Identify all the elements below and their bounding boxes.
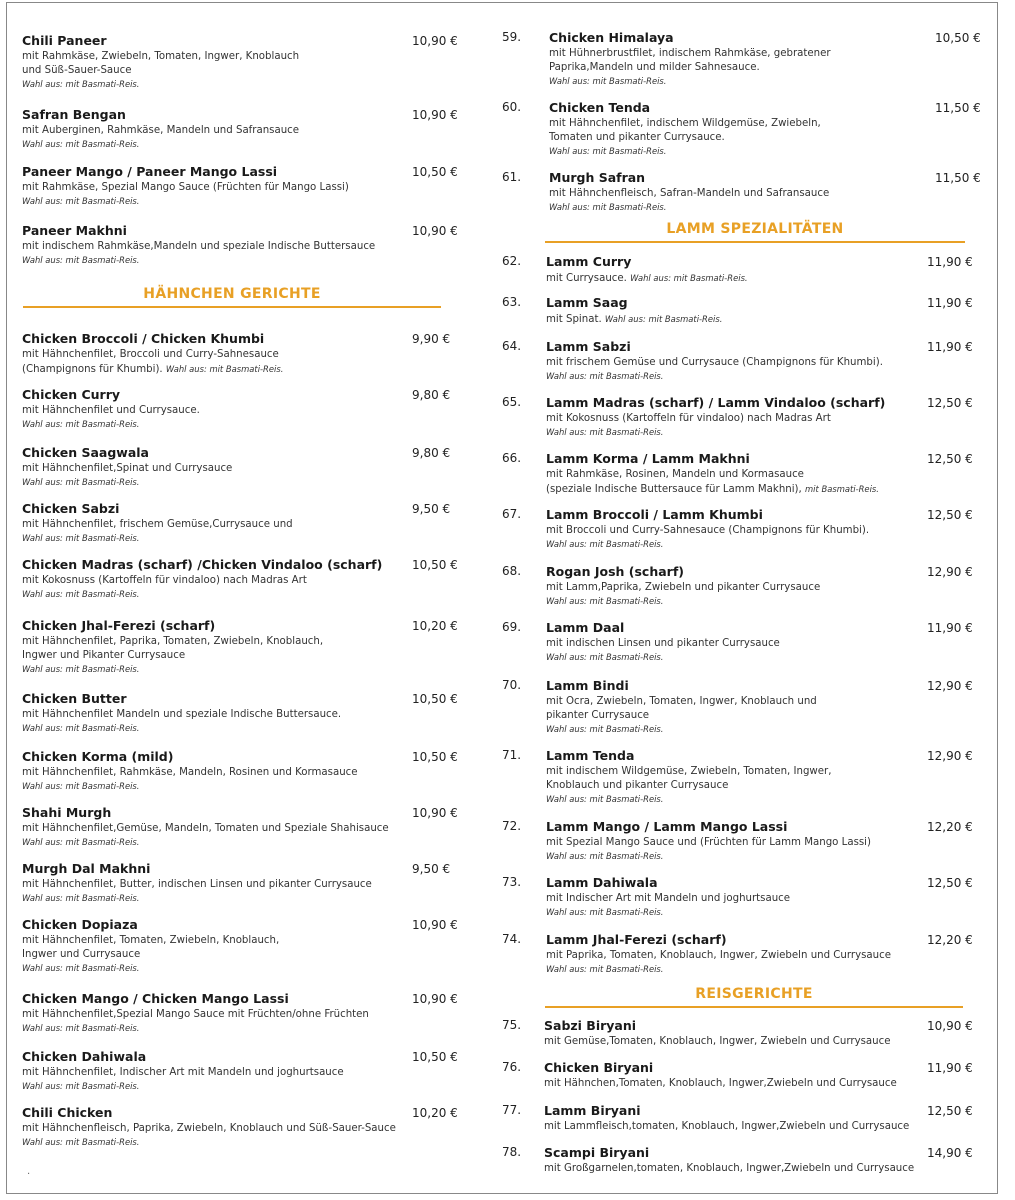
item-number: 59.: [502, 30, 522, 44]
item-name: Lamm Madras (scharf) / Lamm Vindaloo (scharf): [546, 395, 886, 410]
item-price: 10,50 €: [412, 558, 458, 572]
rice-option: Wahl aus: mit Basmati-Reis.: [549, 146, 667, 156]
rice-option: Wahl aus: mit Basmati-Reis.: [546, 851, 664, 861]
item-name: Lamm Jhal-Ferezi (scharf): [546, 932, 727, 947]
item-price: 10,50 €: [412, 165, 458, 179]
item-description: [546, 765, 921, 793]
item-name: Chicken Curry: [22, 387, 121, 402]
menu-item: [22, 1049, 422, 1092]
item-number: 62.: [502, 254, 522, 268]
menu-item: [546, 339, 921, 382]
item-description: [22, 181, 412, 195]
item-name: Lamm Bindi: [546, 678, 629, 693]
menu-item: [544, 1018, 944, 1049]
item-price: 10,50 €: [412, 1050, 458, 1064]
item-price: 10,50 €: [412, 692, 458, 706]
description-line: mit frischem Gemüse und Currysauce (Champignons für Khumbi).: [546, 357, 883, 368]
description-line: mit Kokosnuss (Kartoffeln für vindaloo) nach Madras Art: [546, 413, 831, 424]
item-price: 10,90 €: [412, 918, 458, 932]
description-line: mit Hähnchenfilet,Spezial Mango Sauce mit Früchten/ohne Früchten: [22, 1009, 369, 1020]
rice-option: Wahl aus: mit Basmati-Reis.: [22, 1137, 140, 1147]
item-name: Lamm Daal: [546, 620, 625, 635]
menu-item: [546, 564, 921, 607]
rice-option: Wahl aus: mit Basmati-Reis.: [546, 652, 664, 662]
item-description: [22, 240, 412, 254]
item-name: Sabzi Biryani: [544, 1018, 637, 1033]
menu-item: [549, 100, 929, 157]
item-description: [546, 312, 921, 327]
item-price: 12,20 €: [927, 820, 973, 834]
menu-item: [22, 387, 422, 430]
item-price: 12,50 €: [927, 452, 973, 466]
description-line: Tomaten und pikanter Currysauce.: [549, 132, 725, 143]
item-price: 10,90 €: [412, 108, 458, 122]
item-description: [22, 766, 422, 780]
menu-item: [546, 451, 921, 497]
item-description: [544, 1035, 944, 1049]
menu-item: [546, 295, 921, 327]
item-name: Chili Paneer: [22, 33, 107, 48]
description-line: Ingwer und Currysauce: [22, 949, 141, 960]
rice-option: Wahl aus: mit Basmati-Reis.: [546, 724, 664, 734]
description-line: mit Rahmkäse, Zwiebeln, Tomaten, Ingwer, Knoblauch: [22, 51, 300, 62]
menu-item: [22, 749, 422, 792]
item-name: Chili Chicken: [22, 1105, 113, 1120]
rice-option: Wahl aus: mit Basmati-Reis.: [22, 1081, 140, 1091]
item-name: Safran Bengan: [22, 107, 126, 122]
description-line: mit Hühnerbrustfilet, indischem Rahmkäse, gebratener: [549, 48, 831, 59]
menu-item: [546, 748, 921, 805]
item-number: 78.: [502, 1145, 522, 1159]
item-name: Chicken Biryani: [544, 1060, 654, 1075]
rice-option: mit Basmati-Reis.: [805, 484, 879, 494]
rice-option: Wahl aus: mit Basmati-Reis.: [22, 893, 140, 903]
item-name: Chicken Tenda: [549, 100, 651, 115]
item-price: 12,50 €: [927, 508, 973, 522]
item-description: [22, 124, 412, 138]
item-price: 10,90 €: [927, 1019, 973, 1033]
item-description: [22, 1066, 422, 1080]
description-line: mit Hähnchenfilet Mandeln und speziale Indische Buttersauce.: [22, 709, 342, 720]
item-price: 10,90 €: [412, 806, 458, 820]
description-line: Ingwer und Pikanter Currysauce: [22, 650, 186, 661]
menu-item: [22, 331, 422, 377]
item-price: 10,20 €: [412, 1106, 458, 1120]
item-description: [546, 271, 921, 286]
description-line: [546, 312, 921, 327]
item-name: Chicken Mango / Chicken Mango Lassi: [22, 991, 289, 1006]
description-line: mit indischem Rahmkäse,Mandeln und speziale Indische Buttersauce: [22, 241, 376, 252]
item-name: Scampi Biryani: [544, 1145, 650, 1160]
item-number: 76.: [502, 1060, 522, 1074]
item-name: Lamm Mango / Lamm Mango Lassi: [546, 819, 788, 834]
item-description: [22, 518, 422, 532]
rice-option: Wahl aus: mit Basmati-Reis.: [22, 196, 140, 206]
item-number: 61.: [502, 170, 522, 184]
item-price: 9,80 €: [412, 446, 451, 460]
menu-item: [22, 991, 422, 1034]
rice-option: Wahl aus: mit Basmati-Reis.: [546, 596, 664, 606]
rice-option: Wahl aus: mit Basmati-Reis.: [22, 723, 140, 733]
rice-option: Wahl aus: mit Basmati-Reis.: [549, 202, 667, 212]
rice-option: Wahl aus: mit Basmati-Reis.: [22, 255, 140, 265]
item-description: [22, 635, 422, 663]
item-description: [22, 1122, 422, 1136]
description-line: mit Hähnchenfilet,Spinat und Currysauce: [22, 463, 233, 474]
item-price: 9,90 €: [412, 332, 451, 346]
rice-option: Wahl aus: mit Basmati-Reis.: [22, 419, 140, 429]
description-line: Knoblauch und pikanter Currysauce: [546, 780, 729, 791]
footer-dot: .: [27, 1166, 31, 1177]
description-line: Paprika,Mandeln und milder Sahnesauce.: [549, 62, 760, 73]
item-number: 68.: [502, 564, 522, 578]
item-description: [546, 356, 921, 370]
description-line: mit Hähnchenfilet, frischem Gemüse,Currysauce und: [22, 519, 293, 530]
description-line: mit Hähnchenfilet und Currysauce.: [22, 405, 200, 416]
item-description: [546, 468, 921, 497]
rice-option: Wahl aus: mit Basmati-Reis.: [546, 907, 664, 917]
item-description: [549, 187, 929, 201]
rice-option: Wahl aus: mit Basmati-Reis.: [604, 314, 723, 324]
item-name: Paneer Makhni: [22, 223, 127, 238]
menu-item: [22, 861, 422, 904]
item-description: [22, 462, 422, 476]
rice-option: Wahl aus: mit Basmati-Reis.: [546, 794, 664, 804]
item-name: Lamm Curry: [546, 254, 632, 269]
description-line: mit Spezial Mango Sauce und (Früchten für Lamm Mango Lassi): [546, 837, 871, 848]
item-name: Shahi Murgh: [22, 805, 112, 820]
description-line: mit Hähnchenfleisch, Safran-Mandeln und Safransauce: [549, 188, 830, 199]
item-number: 64.: [502, 339, 522, 353]
item-price: 10,20 €: [412, 619, 458, 633]
menu-item: [549, 30, 929, 87]
section-divider: [545, 241, 965, 243]
item-name: Lamm Saag: [546, 295, 628, 310]
menu-item: [22, 445, 422, 488]
menu-item: [549, 170, 929, 213]
description-text: (Champignons für Khumbi).: [22, 364, 166, 375]
item-number: 65.: [502, 395, 522, 409]
item-price: 10,90 €: [412, 34, 458, 48]
description-line: mit Rahmkäse, Rosinen, Mandeln und Kormasauce: [546, 469, 804, 480]
item-price: 11,90 €: [927, 296, 973, 310]
rice-option: Wahl aus: mit Basmati-Reis.: [22, 533, 140, 543]
menu-item: [22, 501, 422, 544]
item-name: Lamm Biryani: [544, 1103, 641, 1118]
section-divider: [545, 1006, 963, 1008]
item-description: [22, 574, 422, 588]
description-line: mit Hähnchenfilet, indischem Wildgemüse, Zwiebeln,: [549, 118, 821, 129]
item-number: 73.: [502, 875, 522, 889]
item-name: Chicken Dahiwala: [22, 1049, 147, 1064]
item-price: 14,90 €: [927, 1146, 973, 1160]
description-line: mit Hähnchenfilet, Indischer Art mit Mandeln und joghurtsauce: [22, 1067, 344, 1078]
description-line: mit Hähnchenfilet,Gemüse, Mandeln, Tomaten und Speziale Shahisauce: [22, 823, 389, 834]
item-number: 74.: [502, 932, 522, 946]
item-price: 10,50 €: [935, 31, 981, 45]
item-price: 12,50 €: [927, 1104, 973, 1118]
item-description: [546, 695, 921, 723]
description-line: [22, 362, 422, 377]
item-name: Chicken Broccoli / Chicken Khumbi: [22, 331, 265, 346]
rice-option: Wahl aus: mit Basmati-Reis.: [22, 664, 140, 674]
item-description: [22, 404, 422, 418]
menu-item: [22, 691, 422, 734]
description-line: mit Ocra, Zwiebeln, Tomaten, Ingwer, Knoblauch und: [546, 696, 817, 707]
menu-item: [546, 507, 921, 550]
menu-item: [546, 932, 921, 975]
menu-page: [6, 2, 998, 1194]
rice-option: Wahl aus: mit Basmati-Reis.: [22, 781, 140, 791]
item-description: [544, 1162, 944, 1176]
item-price: 9,50 €: [412, 502, 451, 516]
description-line: mit Lamm,Paprika, Zwiebeln und pikanter Currysauce: [546, 582, 821, 593]
menu-item: [546, 620, 921, 663]
description-line: mit Hähnchenfilet, Rahmkäse, Mandeln, Rosinen und Kormasauce: [22, 767, 358, 778]
menu-item: [546, 254, 921, 286]
item-description: [22, 934, 422, 962]
item-description: [549, 117, 929, 145]
item-description: [544, 1120, 944, 1134]
item-price: 9,80 €: [412, 388, 451, 402]
menu-item: [22, 223, 412, 266]
item-description: [549, 47, 929, 75]
description-line: mit Rahmkäse, Spezial Mango Sauce (Früchten für Mango Lassi): [22, 182, 349, 193]
item-description: [544, 1077, 944, 1091]
item-price: 12,90 €: [927, 565, 973, 579]
item-price: 11,90 €: [927, 1061, 973, 1075]
description-line: mit Lammfleisch,tomaten, Knoblauch, Ingwer,Zwiebeln und Currysauce: [544, 1121, 910, 1132]
item-number: 77.: [502, 1103, 522, 1117]
description-line: mit Hähnchenfilet, Broccoli und Curry-Sahnesauce: [22, 349, 279, 360]
description-line: pikanter Currysauce: [546, 710, 650, 721]
menu-item: [22, 164, 412, 207]
item-number: 60.: [502, 100, 522, 114]
rice-option: Wahl aus: mit Basmati-Reis.: [22, 139, 140, 149]
item-price: 11,90 €: [927, 340, 973, 354]
item-number: 75.: [502, 1018, 522, 1032]
rice-option: Wahl aus: mit Basmati-Reis.: [22, 963, 140, 973]
description-line: [546, 482, 921, 497]
item-number: 69.: [502, 620, 522, 634]
item-description: [546, 524, 921, 538]
item-number: 71.: [502, 748, 522, 762]
item-description: [546, 637, 921, 651]
description-line: mit Hähnchenfleisch, Paprika, Zwiebeln, Knoblauch und Süß-Sauer-Sauce: [22, 1123, 396, 1134]
rice-option: Wahl aus: mit Basmati-Reis.: [630, 273, 748, 283]
item-price: 12,90 €: [927, 749, 973, 763]
item-price: 10,90 €: [412, 992, 458, 1006]
rice-option: Wahl aus: mit Basmati-Reis.: [22, 477, 140, 487]
description-line: mit Hähnchenfilet, Paprika, Tomaten, Zwiebeln, Knoblauch,: [22, 636, 324, 647]
menu-item: [22, 33, 412, 90]
menu-item: [544, 1060, 944, 1091]
description-line: mit indischem Wildgemüse, Zwiebeln, Tomaten, Ingwer,: [546, 766, 832, 777]
rice-option: Wahl aus: mit Basmati-Reis.: [546, 539, 664, 549]
rice-option: Wahl aus: mit Basmati-Reis.: [549, 76, 667, 86]
description-line: und Süß-Sauer-Sauce: [22, 65, 132, 76]
item-name: Lamm Sabzi: [546, 339, 631, 354]
description-text: mit Currysauce.: [546, 273, 631, 284]
menu-item: [22, 1105, 422, 1148]
description-line: mit Kokosnuss (Kartoffeln für vindaloo) nach Madras Art: [22, 575, 307, 586]
description-line: mit Hähnchen,Tomaten, Knoblauch, Ingwer,Zwiebeln und Currysauce: [544, 1078, 897, 1089]
item-description: [546, 949, 921, 963]
item-name: Rogan Josh (scharf): [546, 564, 684, 579]
item-number: 70.: [502, 678, 522, 692]
item-description: [22, 708, 422, 722]
description-line: mit Paprika, Tomaten, Knoblauch, Ingwer, Zwiebeln und Currysauce: [546, 950, 891, 961]
item-price: 12,20 €: [927, 933, 973, 947]
section-title-lamm: LAMM SPEZIALITÄTEN: [666, 221, 844, 237]
section-title-reis: REISGERICHTE: [695, 986, 813, 1002]
menu-item: [544, 1145, 944, 1176]
item-description: [546, 581, 921, 595]
description-line: mit Gemüse,Tomaten, Knoblauch, Ingwer, Zwiebeln und Currysauce: [544, 1036, 891, 1047]
item-name: Chicken Dopiaza: [22, 917, 138, 932]
rice-option: Wahl aus: mit Basmati-Reis.: [22, 1023, 140, 1033]
item-price: 11,90 €: [927, 255, 973, 269]
description-line: [546, 271, 921, 286]
item-description: [22, 822, 422, 836]
description-line: mit Indischer Art mit Mandeln und joghurtsauce: [546, 893, 791, 904]
rice-option: Wahl aus: mit Basmati-Reis.: [22, 589, 140, 599]
description-line: mit Hähnchenfilet, Tomaten, Zwiebeln, Knoblauch,: [22, 935, 280, 946]
item-price: 10,90 €: [412, 224, 458, 238]
item-name: Lamm Broccoli / Lamm Khumbi: [546, 507, 763, 522]
item-description: [546, 836, 921, 850]
item-price: 11,90 €: [927, 621, 973, 635]
item-name: Paneer Mango / Paneer Mango Lassi: [22, 164, 278, 179]
description-line: mit Hähnchenfilet, Butter, indischen Linsen und pikanter Currysauce: [22, 879, 372, 890]
menu-item: [546, 678, 921, 735]
menu-item: [22, 557, 422, 600]
rice-option: Wahl aus: mit Basmati-Reis.: [546, 427, 664, 437]
item-name: Lamm Dahiwala: [546, 875, 658, 890]
section-divider: [23, 306, 441, 308]
menu-item: [22, 805, 422, 848]
rice-option: Wahl aus: mit Basmati-Reis.: [22, 79, 140, 89]
description-line: mit Auberginen, Rahmkäse, Mandeln und Safransauce: [22, 125, 300, 136]
item-name: Chicken Saagwala: [22, 445, 149, 460]
item-description: [22, 50, 412, 78]
item-number: 67.: [502, 507, 522, 521]
item-price: 12,90 €: [927, 679, 973, 693]
item-price: 12,50 €: [927, 396, 973, 410]
item-description: [546, 892, 921, 906]
menu-item: [22, 618, 422, 675]
item-name: Murgh Dal Makhni: [22, 861, 151, 876]
item-price: 12,50 €: [927, 876, 973, 890]
item-price: 9,50 €: [412, 862, 451, 876]
menu-item: [546, 819, 921, 862]
menu-item: [544, 1103, 944, 1134]
item-number: 66.: [502, 451, 522, 465]
item-name: Murgh Safran: [549, 170, 646, 185]
rice-option: Wahl aus: mit Basmati-Reis.: [546, 371, 664, 381]
item-price: 11,50 €: [935, 101, 981, 115]
item-name: Chicken Jhal-Ferezi (scharf): [22, 618, 216, 633]
item-number: 72.: [502, 819, 522, 833]
description-line: mit Broccoli und Curry-Sahnesauce (Champignons für Khumbi).: [546, 525, 870, 536]
item-name: Chicken Madras (scharf) /Chicken Vindaloo (scharf): [22, 557, 383, 572]
section-title-haehnchen: HÄHNCHEN GERICHTE: [143, 286, 321, 302]
description-text: (speziale Indische Buttersauce für Lamm Makhni),: [546, 484, 806, 495]
item-name: Lamm Korma / Lamm Makhni: [546, 451, 750, 466]
menu-item: [22, 107, 412, 150]
item-name: Chicken Butter: [22, 691, 127, 706]
item-number: 63.: [502, 295, 522, 309]
item-name: Lamm Tenda: [546, 748, 635, 763]
rice-option: Wahl aus: mit Basmati-Reis.: [546, 964, 664, 974]
item-price: 10,50 €: [412, 750, 458, 764]
menu-item: [546, 395, 921, 438]
item-description: [546, 412, 921, 426]
menu-item: [22, 917, 422, 974]
item-name: Chicken Himalaya: [549, 30, 674, 45]
menu-item: [546, 875, 921, 918]
item-name: Chicken Korma (mild): [22, 749, 174, 764]
item-description: [22, 348, 422, 377]
rice-option: Wahl aus: mit Basmati-Reis.: [165, 364, 284, 374]
item-name: Chicken Sabzi: [22, 501, 120, 516]
description-line: mit indischen Linsen und pikanter Currysauce: [546, 638, 780, 649]
rice-option: Wahl aus: mit Basmati-Reis.: [22, 837, 140, 847]
item-price: 11,50 €: [935, 171, 981, 185]
description-line: mit Großgarnelen,tomaten, Knoblauch, Ingwer,Zwiebeln und Currysauce: [544, 1163, 915, 1174]
item-description: [22, 878, 422, 892]
item-description: [22, 1008, 422, 1022]
description-text: mit Spinat.: [546, 314, 605, 325]
